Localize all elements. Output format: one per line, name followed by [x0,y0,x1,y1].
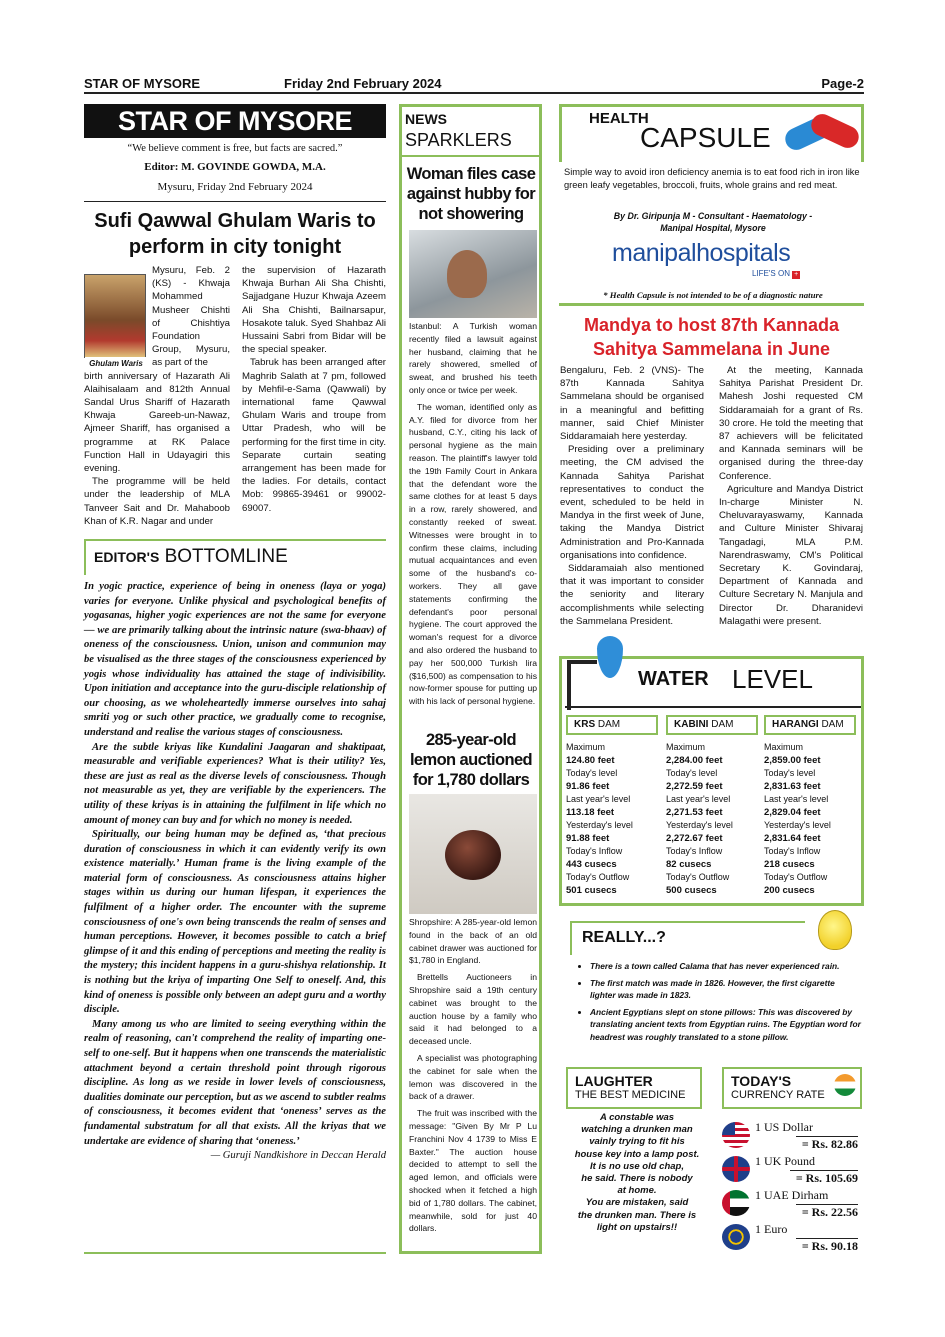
mandya-c2p2: Agriculture and Mandya District In-charge Minister N. Cheluvarayaswamy, Kannada and Culture Minister Shivaraj Tangadagi, MLA P.M. Narendraswamy, CM's Political Secretary K. Govindaraj, Department of Kannada and Culture Secretary N. Manjula and Director Dr. Dharanidevi Malagathi were present. [719,483,863,627]
photo-caption: Ghulam Waris [85,357,147,370]
rate-gbp-name: 1 UK Pound [755,1154,816,1168]
best-medicine-label: THE BEST MEDICINE [575,1089,686,1101]
krs-in-label: Today's Inflow [566,846,623,856]
harangi-out: 200 cusecs [764,885,815,896]
harangi-in-label: Today's Inflow [764,846,821,856]
joke-line: vainly trying to fit his [589,1136,685,1148]
man-figure-icon [447,250,487,298]
masthead-dateline: Mysuru, Friday 2nd February 2024 [157,181,313,193]
krs-today: 91.86 feet [566,781,610,792]
dam-krs [566,715,658,897]
paper-name: STAR OF MYSORE [84,76,201,91]
dam-krs-suffix: DAM [597,719,621,730]
mandya-c1p2: Presiding over a preliminary meeting, the CM advised the Kannada Sahitya Parishat representatives to conduct the event, scheduled to be held in Mandya in the first week of June, taking the Mandya District Administration and Pro-Kannada organisations into confidence. [560,444,704,561]
harangi-last: 2,829.04 feet [764,807,821,818]
dam-harangi-suffix: DAM [821,719,844,730]
dam-harangi-name: HARANGI [772,719,819,730]
really-item-3: • Ancient Egyptians slept on stone pillows: This was discovered by translating ancient texts from Egyptian ruins. The Egyptian word for headrest was roughly translated to a stone pillow. [590,1006,862,1044]
currency-list [720,1118,862,1254]
mandya-headline-1: Mandya to host 87th Kannada [583,315,840,335]
editors-p4: Many among us who are limited to seeing everything within the realm of reasoning, can't comprehend the reality of imparting one-self to one-self. But it happens when one transcends the materialistic attachment beyond a certain threshold point through rigorous discipline. As long as we reside in lower levels of consciousness, dualities dominate our perception, but as we ascend to subtler realms of consciousness, it becomes evident that ‘oneness’ serves as the fundamental substratum for all that exists. All the kriyas that we undertake are evidence of sharing that ‘oneness.’ [84,1018,386,1147]
editors-body [84,580,386,1164]
sufi-column-1 [84,264,230,528]
masthead-divider [84,201,386,202]
krs-max: 124.80 feet [566,755,615,766]
dam-kabini-stats [666,741,758,897]
really-label: REALLY...? [582,929,666,946]
krs-out-label: Today's Outflow [566,872,630,882]
manipal-logo-a: manipal [612,239,697,267]
eu-flag-icon [722,1224,750,1250]
joke-line: You are mistaken, said [585,1197,689,1209]
uae-flag-icon [722,1190,750,1216]
joke-line: the drunken man. There is [577,1209,697,1221]
manipal-tagline [752,269,800,279]
bottomline-label: BOTTOMLINE [164,546,288,567]
rate-eur-name: 1 Euro [755,1222,788,1236]
really-list [578,960,862,1044]
dam-kabini-suffix: DAM [711,719,734,730]
kabini-in-label: Today's Inflow [666,846,723,856]
capsule-label: CAPSULE [640,122,771,153]
rate-gbp [720,1152,862,1186]
kabini-today: 2,272.59 feet [666,781,723,792]
news-article-1 [409,320,537,708]
dam-krs-name: KRS [574,719,596,730]
editors-header [94,546,288,568]
manipal-tagline-text: LIFE'S ON [752,269,790,278]
masthead-editor: Editor: M. GOVINDE GOWDA, M.A. [144,161,326,173]
mandya-headline-2: Sahitya Sammelana in June [592,339,831,359]
krs-out: 501 cusecs [566,885,617,896]
lightbulb-icon [818,910,852,950]
joke-line: A constable was [599,1112,675,1123]
kabini-last: 2,271.53 feet [666,807,723,818]
harangi-yest: 2,831.64 feet [764,833,821,844]
krs-yest-label: Yesterday's level [566,820,633,830]
news-headline-1: Woman files case against hubby for not showering [406,165,536,223]
kabini-yest-label: Yesterday's level [666,820,733,830]
lemon-photo [409,794,537,914]
news-a2-p1: Shropshire: A 285-year-old lemon found in the back of an old cabinet drawer was auctioned for $1,780 in England. [409,917,537,966]
todays-label: TODAY'S [731,1073,792,1089]
laughter-joke [562,1112,712,1234]
editors-p3: Spiritually, our being human may be defined as, ‘that precious duration of consciousness in which it can evidently verify its own existence materially.’ Human frame is the living example of the material form of consciousness. As consciousness attains higher stages within us during our human lifespan, it experiences the fulfilment of a higher order. The encounter with the supreme consciousness of one's own being transcends the realm of senses and human perceptions. However, it becomes possible to catch a brief glimpse of it and this ending of perceptions and meeting the reality is the mystery; this incident happens in a guru-shishya relationship. It is nothing but the kriya of imparting One Self to oneself. And, this kind of oneness is possible only between an adept guru and a worthy disciple. [84,829,386,1016]
dam-kabini-header [666,715,758,735]
health-text: Simple way to avoid iron deficiency anemia is to eat food rich in iron like green leafy vegetables, broccoli, fruits, whole grains and red meat. [564,167,860,190]
rate-usd-name: 1 US Dollar [755,1120,813,1134]
joke-line: watching a drunken man [581,1124,693,1136]
joke-line: light on upstairs!! [596,1221,678,1233]
health-label: HEALTH [589,110,649,127]
news-article-2 [409,916,537,1235]
krs-max-label: Maximum [566,742,606,752]
rate-aed [720,1186,862,1220]
news-a2-p2: Brettells Auctioneers in Shropshire said a 19th century cabinet was brought to the auction house by a family who said it had belonged to a deceased uncle. [409,972,537,1047]
harangi-max-label: Maximum [764,742,804,752]
harangi-yest-label: Yesterday's level [764,820,831,830]
kabini-max-label: Maximum [666,742,706,752]
kabini-last-label: Last year's level [666,794,731,804]
harangi-max: 2,859.00 feet [764,755,821,766]
news-rule [402,155,539,157]
mandya-column-1 [560,364,704,628]
dam-harangi-stats [764,741,856,897]
level-label: LEVEL [732,664,813,694]
sufi-headline-line1: Sufi Qawwal Ghulam Waris to [94,210,376,232]
shower-photo [409,230,537,318]
rate-gbp-value: = Rs. 105.69 [790,1170,858,1186]
krs-in: 443 cusecs [566,859,617,870]
health-note: * Health Capsule is not intended to be of a diagnostic nature [603,290,823,300]
sufi-p1: Mysuru, Feb. 2 (KS) - Khwaja Mohammed Musheer Chishti of Chishtiya Foundation Group, Mysuru, as part of the [152,265,230,369]
news-headline-2: 285-year-old lemon auctioned for 1,780 dollars [409,731,533,789]
joke-line: he said. There is nobody [581,1173,693,1185]
plus-icon: + [794,271,799,278]
india-flag-icon [834,1074,856,1096]
mandya-headline [559,313,864,361]
sufi-p2: birth anniversary of Hazarath Ali Alaihisalaam and 812th Annual Sandal Urus Shariff of Hazarath Khwaja Gareeb-un-Nawaz, Ajmeer Shariff, has organised a programme at RK Palace Function Hall in Udayagiri this evening. [84,370,230,475]
page-number: Page-2 [821,76,864,91]
joke-line: house key into a lamp post. [574,1148,700,1160]
manipal-logo-b: hospitals [696,239,791,267]
mandya-c1p1: Bengaluru, Feb. 2 (VNS)- The 87th Kannada Sahitya Sammelana should be organised in a meaningful and befitting manner, said Chief Minister Siddaramaiah here yesterday. [560,365,704,443]
us-flag-icon [722,1122,750,1148]
harangi-today: 2,831.63 feet [764,781,821,792]
sufi-p3: The programme will be held under the leadership of MLA Tanveer Sait and Dr. Mahaboob Khan of K.R. Nagar and under [84,476,230,527]
harangi-last-label: Last year's level [764,794,829,804]
news-a1-p2: The woman, identified only as A.Y. filed for divorce from her husband, C.Y., citing his lack of personal hygiene as the main reason. The plaintiff's lawyer told the 19th Family Court in Ankara that the defendant wore the same clothes for at least 5 days in a row, rarely showered, and constantly reeked of sweat. Witnesses were brought in to confirm these claims, including mutual acquaintances and even some of the husband's co-workers. They all gave statements confirming the defendant's poor personal hygiene. The court approved the woman's request for a divorce and also ordered the husband to pay her 500,000 Turkish lira ($16,500) as compensation to his now-former spouse for putting up with his lack of personal hygiene. [409,401,537,707]
sufi-p5: Tabruk has been arranged after Maghrib Salath at 7 pm, followed by Mehfil-e-Sama (Qawwali) by international fame Qawwal Ghulam Waris and troupe from Uttar Pradesh, who will be performing for the first time in city. Separate curtain seating arrangement has been made for the ladies. For details, contact Mob: 99865-39461 or 99002-69007. [242,357,386,514]
uk-flag-icon [722,1156,750,1182]
krs-last: 113.18 feet [566,807,615,818]
rate-eur-value: = Rs. 90.18 [796,1238,858,1254]
health-byline: By Dr. Giripunja M - Consultant - Haematology - Manipal Hospital, Mysore [613,211,813,233]
masthead-title: STAR OF MYSORE [84,104,386,138]
editors-bottom-rule [84,1252,386,1254]
rate-usd [720,1118,862,1152]
really-item-1: • There is a town called Calama that has never experienced rain. [590,960,862,973]
dam-harangi-header [764,715,856,735]
kabini-max: 2,284.00 feet [666,755,723,766]
rate-aed-name: 1 UAE Dirham [755,1188,829,1202]
dam-harangi [764,715,856,897]
editors-credit: — Guruji Nandkishore in Deccan Herald [210,1150,386,1162]
dam-krs-stats [566,741,658,897]
ghulam-waris-photo [84,274,146,368]
krs-today-label: Today's level [566,768,618,778]
top-bar [84,74,864,94]
mandya-column-2 [719,364,863,628]
dam-kabini [666,715,758,897]
rate-aed-value: = Rs. 22.56 [796,1204,858,1220]
mandya-c2p1: At the meeting, Kannada Sahitya Parishat President Dr. Mahesh Joshi requested CM Siddaramaiah for a grant of Rs. 30 crore. He told the meeting that 87 achievers will be felicitated and Kannada seminars will be organised during the three-day Conference. [719,365,863,482]
joke-line: at home. [617,1185,657,1197]
rate-eur [720,1220,862,1254]
currency-rate-label: CURRENCY RATE [731,1089,825,1101]
sufi-headline-line2: perform in city tonight [128,236,342,258]
krs-yest: 91.88 feet [566,833,610,844]
news-a2-p3: A specialist was photographing the cabinet for sale when the lemon was discovered in the back of a drawer. [409,1052,537,1102]
rate-usd-value: = Rs. 82.86 [796,1136,858,1152]
editors-p2: Are the subtle kriyas like Kundalini Jaagaran and shaktipaat, measurable and verifiable experiences? What is their utility? Yes, these are just as real as the diverse levels of consciousness. Though not measurable as yet, they are verifiable by the experiencers. The utility of these kriyas is in attaining the fulfilment in life which no amount of money can buy and for which no money is needed. [84,741,386,826]
sparklers-label: SPARKLERS [405,130,512,150]
editors-label: EDITOR'S [94,549,160,565]
mandya-c1p3: Siddaramaiah also mentioned that it was important to consider the seniority and literary accomplishments while selecting the Sammelana President. [560,563,704,627]
krs-last-label: Last year's level [566,794,631,804]
kabini-yest: 2,272.67 feet [666,833,723,844]
manipal-logo [612,239,790,268]
kabini-in: 82 cusecs [666,859,712,870]
laughter-label: LAUGHTER [575,1073,653,1089]
sufi-headline [84,208,386,260]
news-label: NEWS [405,111,447,127]
water-wave [565,700,861,708]
dam-kabini-name: KABINI [674,719,709,730]
kabini-out: 500 cusecs [666,885,717,896]
kabini-out-label: Today's Outflow [666,872,730,882]
health-bottom-rule [559,303,864,306]
really-item-2: • The first match was made in 1826. However, the first cigarette lighter was made in 1823. [590,977,862,1002]
water-label: WATER [638,668,709,690]
masthead-motto: “We believe comment is free, but facts are sacred.” [127,143,343,154]
lemon-icon [445,830,501,880]
harangi-in: 218 cusecs [764,859,815,870]
sufi-p4: the supervision of Hazarath Khwaja Burhan Ali Sha Chishti, Sajjadgane Huzur Khwaja Azeem Ali Sha Chishti, Bailnarsapur, Hosakote taluk. Syed Shahbaz Ali Hussaini Sabri from Bidar will be the special speaker. [242,265,386,356]
joke-line: It is no use old chap, [590,1160,684,1172]
capsule-pill-icon [782,112,862,152]
harangi-out-label: Today's Outflow [764,872,828,882]
editors-p1: In yogic practice, experience of being in oneness (laya or yoga) varies for everyone. Unlike physical and psychological benefits of yogasanas, higher yogic experiences are not the same for everyone — we are primarily talking about the intrinsic nature (swa-bhaav) of oneness of the consciousness. Union, unison and communion may be visualised as the three stages of the consciousness experienced by yogis whose individuality has attained the stage of indivisibility. Upon initiation and acceptance into the guru-disciple relationship of our choosing, as we wholeheartedly immerse ourselves into sahaj smriti yog or such other practice, we gradually come to recognise, understand and realise the various stages of consciousness. [84,581,386,738]
news-a2-p4: The fruit was inscribed with the message: "Given By Mr P Lu Franchini Nov 4 1739 to Miss E Baxter." The auction house decided to attempt to sell the aged lemon, and officials were shocked when it fetched a high bid of 1,780 dollars. The cabinet, meanwhile, sold for just 40 dollars. [409,1108,537,1234]
issue-date: Friday 2nd February 2024 [284,76,442,91]
news-a1-p1: Istanbul: A Turkish woman recently filed a lawsuit against her husband, claiming that he rarely showered, smelled of sweat, and brushed his teeth only once or twice per week. [409,321,537,395]
harangi-today-label: Today's level [764,768,816,778]
sufi-column-2 [242,264,386,515]
kabini-today-label: Today's level [666,768,718,778]
dam-krs-header [566,715,658,735]
